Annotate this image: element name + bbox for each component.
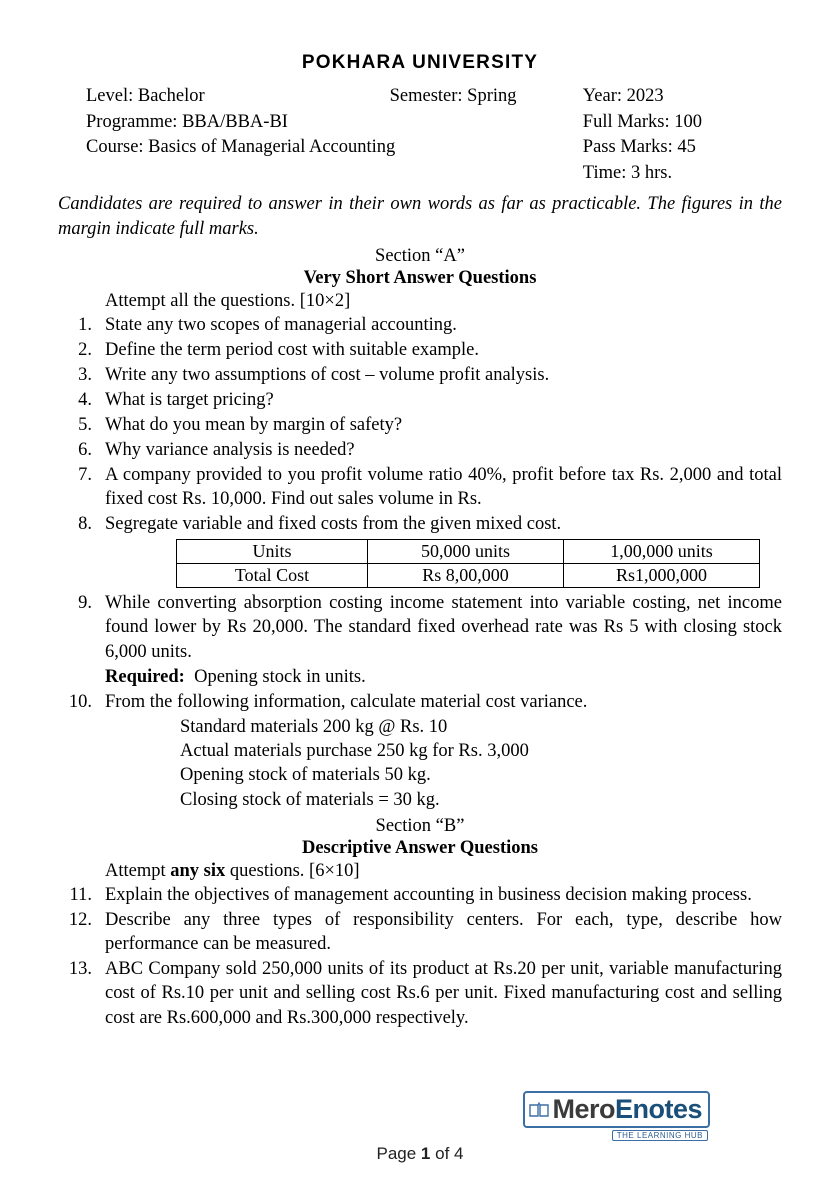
- attempt-prefix: Attempt: [105, 861, 171, 882]
- table-cell: Total Cost: [177, 564, 368, 588]
- meta-spacer-1: [390, 110, 583, 136]
- question-text: What do you mean by margin of safety?: [105, 415, 403, 436]
- q10-detail-line: Actual materials purchase 250 kg for Rs. 3,000: [180, 741, 529, 762]
- question-text: What is target pricing?: [105, 390, 274, 411]
- section-b-subtitle: Descriptive Answer Questions: [301, 838, 539, 859]
- question-text: From the following information, calculate material cost variance.: [105, 691, 588, 712]
- question-number: 11.: [69, 885, 92, 906]
- page-footer: [0, 1144, 840, 1164]
- question-number: 7.: [78, 465, 92, 486]
- level-label: Level: Bachelor: [86, 86, 205, 106]
- section-a-subtitle: Very Short Answer Questions: [303, 268, 537, 288]
- table-cell: Units: [177, 540, 368, 564]
- q10-details: [180, 715, 782, 813]
- question-item: [58, 690, 782, 714]
- q10-detail-line: Closing stock of materials = 30 kg.: [180, 789, 440, 810]
- table-cell: 1,00,000 units: [564, 540, 760, 564]
- section-a-attempt: Attempt all the questions. [10×2]: [105, 291, 351, 311]
- question-item: [58, 908, 782, 956]
- question-number: 4.: [78, 390, 92, 411]
- question-item: [58, 591, 782, 663]
- question-text: State any two scopes of managerial accounting.: [105, 315, 457, 335]
- question-item: [58, 438, 782, 462]
- meta-row-4: [86, 161, 776, 187]
- question-item: [58, 338, 782, 362]
- question-text: Explain the objectives of management accounting in business decision making process.: [105, 885, 752, 906]
- book-icon-svg: [529, 1102, 549, 1118]
- required-text: Opening stock in units.: [194, 666, 366, 687]
- question-number: 12.: [68, 910, 92, 931]
- meroenotes-logo: [523, 1091, 710, 1140]
- required-row: [58, 665, 782, 689]
- meta-row-1: [86, 84, 776, 110]
- question-text: Why variance analysis is needed?: [105, 440, 355, 461]
- course-label: Course: Basics of Managerial Accounting: [86, 137, 396, 158]
- year-label: Year: 2023: [582, 86, 664, 106]
- q10-detail-line: Opening stock of materials 50 kg.: [180, 765, 431, 786]
- question-number: 8.: [78, 514, 92, 535]
- section-a-title: Section “A”: [375, 246, 465, 266]
- question-text: A company provided to you profit volume ratio 40%, profit before tax Rs. 2,000 and total fixed cost Rs. 10,000. Find out sales volume in Rs.: [105, 465, 782, 510]
- section-b-questions: [58, 883, 782, 1029]
- question-item: [58, 388, 782, 412]
- required-line: [105, 665, 782, 689]
- footer-of-word: of: [435, 1144, 450, 1163]
- table-cell: Rs 8,00,000: [368, 564, 564, 588]
- footer-total-pages: 4: [454, 1144, 464, 1163]
- programme-label: Programme: BBA/BBA-BI: [86, 111, 288, 132]
- meta-spacer-2: [86, 161, 583, 187]
- question-item: [58, 413, 782, 437]
- logo-text-enotes: Enotes: [614, 1094, 702, 1124]
- pass-marks-label: Pass Marks: 45: [582, 137, 696, 158]
- question-text: Define the term period cost with suitable example.: [105, 340, 479, 361]
- question-text: Segregate variable and fixed costs from the given mixed cost.: [105, 514, 562, 535]
- meta-row-3: [86, 135, 776, 161]
- section-b-attempt: [105, 861, 782, 882]
- question-number: 9.: [78, 593, 92, 614]
- question-number: 1.: [78, 315, 92, 335]
- required-spacer: [58, 665, 105, 689]
- table-cell: Rs1,000,000: [564, 564, 760, 588]
- footer-current-page: 1: [420, 1144, 431, 1163]
- mixed-cost-table-wrap: [176, 539, 782, 588]
- question-item: [58, 363, 782, 387]
- question-item: [58, 313, 782, 337]
- section-a-questions: [58, 313, 782, 812]
- section-b-title: Section “B”: [375, 816, 465, 837]
- question-number: 6.: [78, 440, 92, 461]
- logo-box: [523, 1091, 710, 1128]
- mixed-cost-table: [176, 539, 760, 588]
- candidate-instruction: Candidates are required to answer in their own words as far as practicable. The figures in the margin indicate full marks.: [58, 194, 782, 240]
- question-number: 2.: [78, 340, 92, 361]
- question-item: [58, 463, 782, 511]
- meta-row-2: [86, 110, 776, 136]
- full-marks-label: Full Marks: 100: [582, 111, 703, 132]
- semester-label: Semester: Spring: [389, 86, 517, 106]
- university-title: POKHARA UNIVERSITY: [301, 52, 539, 73]
- logo-text-mero: Mero: [552, 1094, 615, 1124]
- time-label: Time: 3 hrs.: [582, 162, 673, 183]
- question-item: [58, 883, 782, 907]
- exam-metadata: [86, 84, 776, 186]
- question-text: ABC Company sold 250,000 units of its product at Rs.20 per unit, variable manufacturing cost of Rs.10 per unit and selling cost Rs.6 per unit. Fixed manufacturing cost and selling cost are Rs.600,000 and Rs.300,000 respectively.: [105, 959, 782, 1028]
- question-text: While converting absorption costing income statement into variable costing, net income found lower by Rs 20,000. The standard fixed overhead rate was Rs 5 with closing stock 6,000 units.: [105, 593, 782, 662]
- question-item: [58, 512, 782, 536]
- question-number: 13.: [68, 959, 92, 980]
- question-item: [58, 957, 782, 1029]
- question-number: 3.: [78, 365, 92, 386]
- question-text: Write any two assumptions of cost – volume profit analysis.: [105, 365, 550, 386]
- required-label: Required:: [105, 666, 185, 687]
- question-text: Describe any three types of responsibility centers. For each, type, describe how performance can be measured.: [105, 910, 782, 955]
- book-icon: [529, 1102, 549, 1118]
- table-row: [177, 540, 760, 564]
- question-number: 10.: [68, 691, 92, 712]
- table-row: [177, 564, 760, 588]
- logo-tagline: THE LEARNING HUB: [612, 1130, 708, 1141]
- attempt-suffix: questions. [6×10]: [225, 861, 360, 882]
- attempt-emphasis: any six: [170, 861, 226, 882]
- table-cell: 50,000 units: [368, 540, 564, 564]
- question-number: 5.: [78, 415, 92, 436]
- q10-detail-line: Standard materials 200 kg @ Rs. 10: [180, 716, 448, 737]
- footer-page-word: Page: [376, 1144, 417, 1163]
